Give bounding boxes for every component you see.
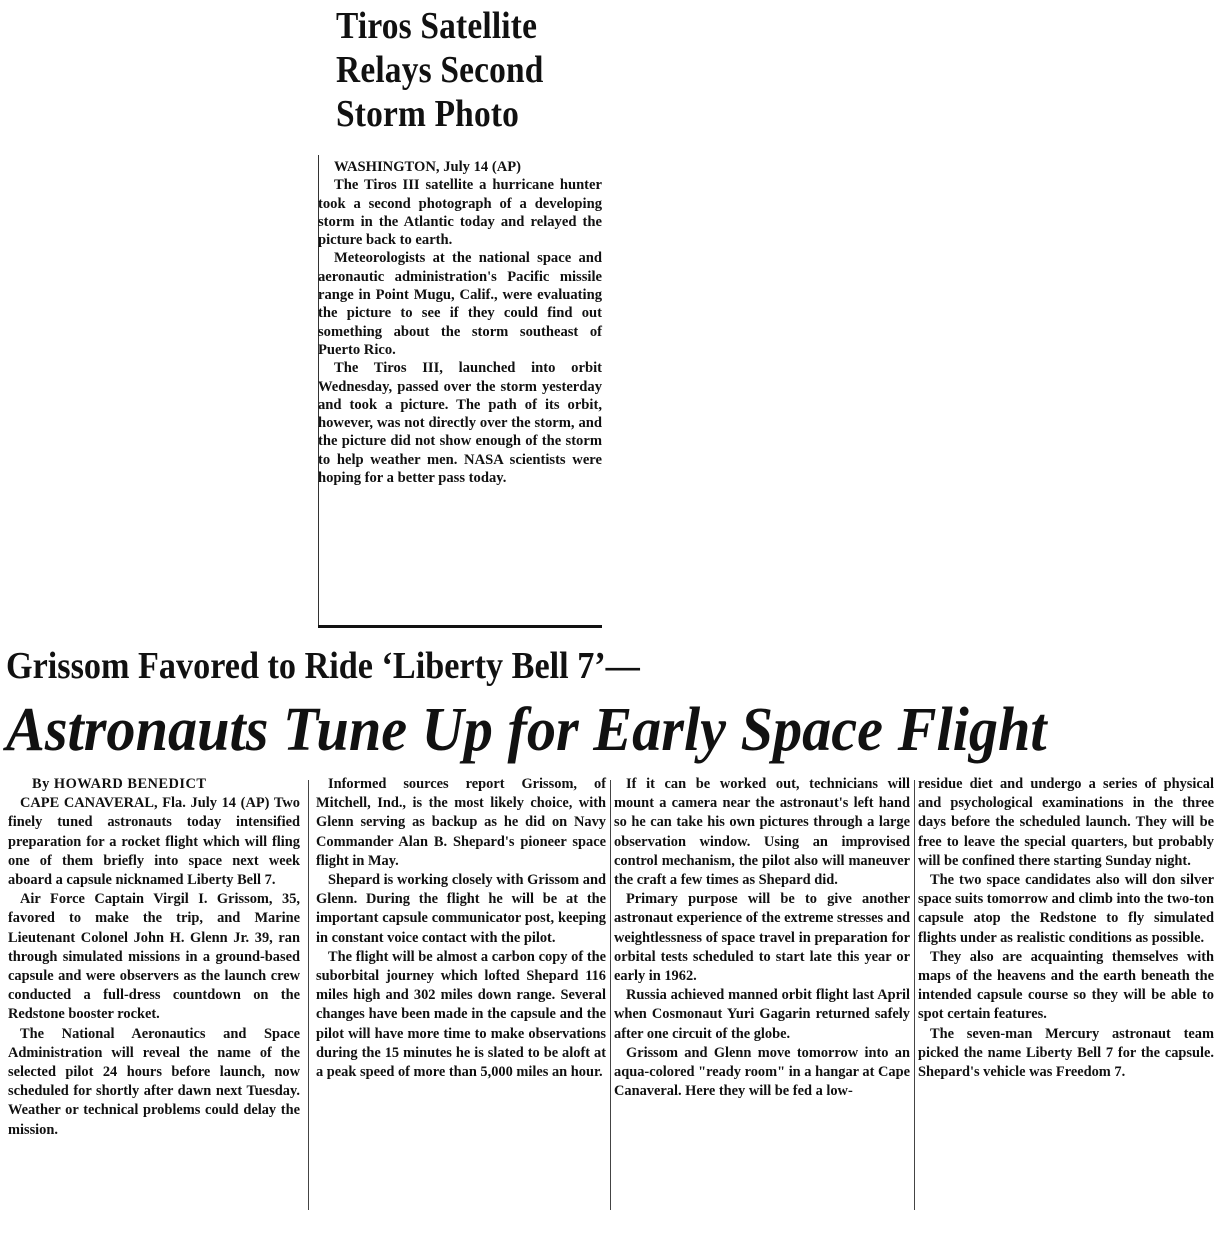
tiros-paragraph: The Tiros III satellite a hurricane hunter took a second photograph of a developing storm in the Atlantic today and relayed the picture back to earth. (318, 177, 602, 249)
column-rule (308, 780, 309, 1210)
main-headline: Astronauts Tune Up for Early Space Flight (6, 696, 1047, 764)
article-paragraph: Russia achieved manned orbit flight last April when Cosmonaut Yuri Gagarin returned safely after one circuit of the globe. (614, 987, 910, 1042)
article-column-3 (614, 775, 910, 1101)
article-paragraph: The seven-man Mercury astronaut team picked the name Liberty Bell 7 for the capsule. Shepard's vehicle was Freedom 7. (918, 1025, 1214, 1081)
article-paragraph: If it can be worked out, technicians will mount a camera near the astronaut's left hand so he can take his own pictures through a large observation window. Using an improvised control mechanism, the pilot also will maneuver the craft a few times as Shepard did. (614, 776, 910, 889)
article-paragraph: CAPE CANAVERAL, Fla. July 14 (AP) Two finely tuned astronauts today intensified preparation for a rocket flight which will fling one of them briefly into space next week aboard a capsule nicknamed Liberty Bell 7. (8, 795, 300, 889)
article-paragraph: The National Aeronautics and Space Administration will reveal the name of the selected pilot 24 hours before launch, now scheduled for shortly after dawn next Tuesday. Weather or technical problems could delay the mission. (8, 1025, 300, 1138)
article-paragraph: The flight will be almost a carbon copy of the suborbital journey which lofted Shepard 116 miles high and 302 miles down range. Several changes have been made in the capsule and the pilot will have more time to make observations during the 15 minutes he is slated to be aloft at a peak speed of more than 5,000 miles an hour. (316, 948, 606, 1081)
article-column-1 (8, 775, 300, 1140)
article-paragraph: Primary purpose will be to give another astronaut experience of the extreme stresses and weightlessness of space travel in preparation for orbital tests scheduled to start late this year or early in 1962. (614, 891, 910, 985)
article-paragraph: residue diet and undergo a series of physical and psychological examinations in the three days before the scheduled launch. They will be free to leave the special quarters, but probably will be confined there starting Sunday night. (918, 776, 1214, 869)
article-end-rule (318, 625, 602, 628)
article-column-2 (316, 775, 606, 1082)
tiros-body (318, 158, 602, 487)
article-paragraph: They also are acquainting themselves with maps of the heavens and the earth beneath the intended capsule course so they will be able to spot certain features. (918, 948, 1214, 1023)
article-paragraph: The two space candidates also will don silver space suits tomorrow and climb into the two-ton capsule atop the Redstone to fly simulated flights under as realistic conditions as possible. (918, 872, 1214, 946)
article-column-4 (918, 775, 1214, 1082)
column-rule (610, 780, 611, 1210)
tiros-article (318, 0, 602, 487)
article-paragraph: Shepard is working closely with Grissom and Glenn. During the flight he will be at the important capsule communicator post, keeping in constant voice contact with the pilot. (316, 872, 606, 946)
kicker-headline: Grissom Favored to Ride ‘Liberty Bell 7’— (6, 645, 640, 687)
column-rule (914, 780, 915, 1210)
article-paragraph: Air Force Captain Virgil I. Grissom, 35, favored to make the trip, and Marine Lieutenant Colonel John H. Glenn Jr. 39, ran through simulated missions in a ground-based capsule and were observers as the launch crew conducted a full-dress countdown on the Redstone booster rocket. (8, 891, 300, 1023)
article-paragraph: Grissom and Glenn move tomorrow into an aqua-colored "ready room" in a hangar at Cape Canaveral. Here they will be fed a low- (614, 1044, 910, 1100)
tiros-paragraph: The Tiros III, launched into orbit Wednesday, passed over the storm yesterday and took a picture. The path of its orbit, however, was not directly over the storm, and the picture did not show enough of the storm to help weather men. NASA scientists were hoping for a better pass today. (318, 360, 602, 487)
tiros-dateline: WASHINGTON, July 14 (AP) (334, 159, 522, 175)
tiros-paragraph: Meteorologists at the national space and aeronautic administration's Pacific missile range in Point Mugu, Calif., were evaluating the picture to see if they could find out something about the storm southeast of Puerto Rico. (318, 250, 602, 358)
article-paragraph: Informed sources report Grissom, of Mitchell, Ind., is the most likely choice, with Glenn serving as backup as he did on Navy Commander Alan B. Shepard's pioneer space flight in May. (316, 776, 606, 869)
byline: By HOWARD BENEDICT (32, 776, 207, 792)
tiros-headline: Tiros Satellite Relays Second Storm Photo (336, 5, 544, 135)
